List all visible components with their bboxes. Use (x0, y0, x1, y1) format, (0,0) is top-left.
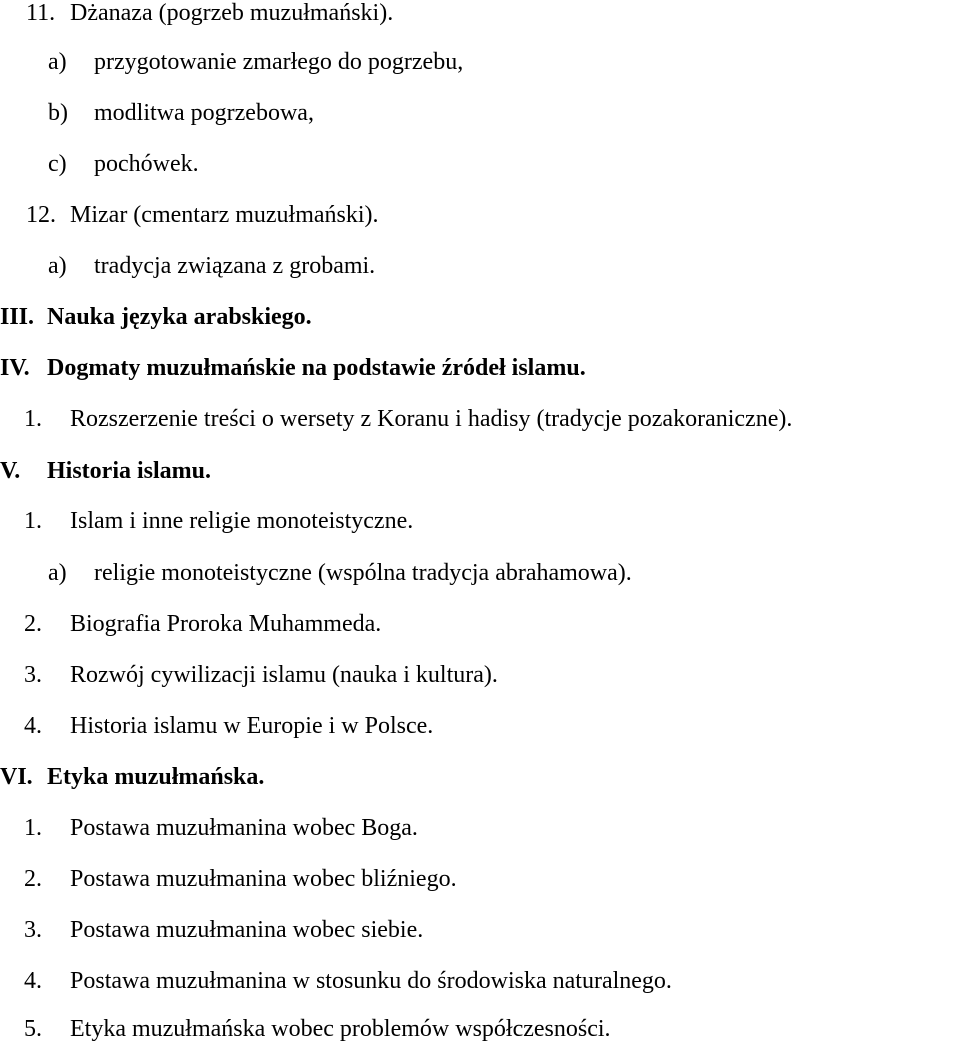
item-text: Postawa muzułmanina wobec bliźniego. (70, 866, 457, 892)
item-marker: 2. (24, 611, 42, 637)
item-marker: a) (48, 560, 67, 586)
item-text: przygotowanie zmarłego do pogrzebu, (94, 49, 464, 75)
item-marker: 1. (24, 406, 42, 432)
item-text: Postawa muzułmanina wobec siebie. (70, 917, 424, 943)
item-text: Rozwój cywilizacji islamu (nauka i kultura). (70, 662, 498, 688)
section-title: Historia islamu. (47, 458, 212, 484)
item-text: Historia islamu w Europie i w Polsce. (70, 713, 434, 739)
item-marker: 4. (24, 968, 42, 994)
item-marker: 4. (24, 713, 42, 739)
section-marker: IV. (0, 355, 30, 381)
section-title: Dogmaty muzułmańskie na podstawie źródeł islamu. (47, 355, 586, 381)
section-marker: V. (0, 458, 21, 484)
item-text: Postawa muzułmanina w stosunku do środowiska naturalnego. (70, 968, 672, 994)
section-marker: VI. (0, 764, 33, 790)
item-marker: 12. (26, 202, 56, 228)
item-marker: a) (48, 49, 67, 75)
item-marker: 3. (24, 917, 42, 943)
item-marker: 2. (24, 866, 42, 892)
item-text: Dżanaza (pogrzeb muzułmański). (70, 0, 394, 26)
item-text: tradycja związana z grobami. (94, 253, 376, 279)
item-text: pochówek. (94, 151, 199, 177)
section-title: Etyka muzułmańska. (47, 764, 265, 790)
item-text: Rozszerzenie treści o wersety z Koranu i hadisy (tradycje pozakoraniczne). (70, 406, 793, 432)
item-marker: 1. (24, 815, 42, 841)
item-marker: 1. (24, 508, 42, 534)
item-text: Etyka muzułmańska wobec problemów współczesności. (70, 1016, 611, 1042)
item-text: Postawa muzułmanina wobec Boga. (70, 815, 418, 841)
section-marker: III. (0, 304, 35, 330)
item-text: Islam i inne religie monoteistyczne. (70, 508, 414, 534)
item-marker: 11. (26, 0, 56, 26)
item-marker: 3. (24, 662, 42, 688)
item-marker: a) (48, 253, 67, 279)
item-text: Biografia Proroka Muhammeda. (70, 611, 382, 637)
item-marker: 5. (24, 1016, 42, 1042)
section-title: Nauka języka arabskiego. (47, 304, 312, 330)
item-marker: c) (48, 151, 67, 177)
item-text: Mizar (cmentarz muzułmański). (70, 202, 379, 228)
item-text: modlitwa pogrzebowa, (94, 100, 314, 126)
item-text: religie monoteistyczne (wspólna tradycja abrahamowa). (94, 560, 632, 586)
item-marker: b) (48, 100, 68, 126)
